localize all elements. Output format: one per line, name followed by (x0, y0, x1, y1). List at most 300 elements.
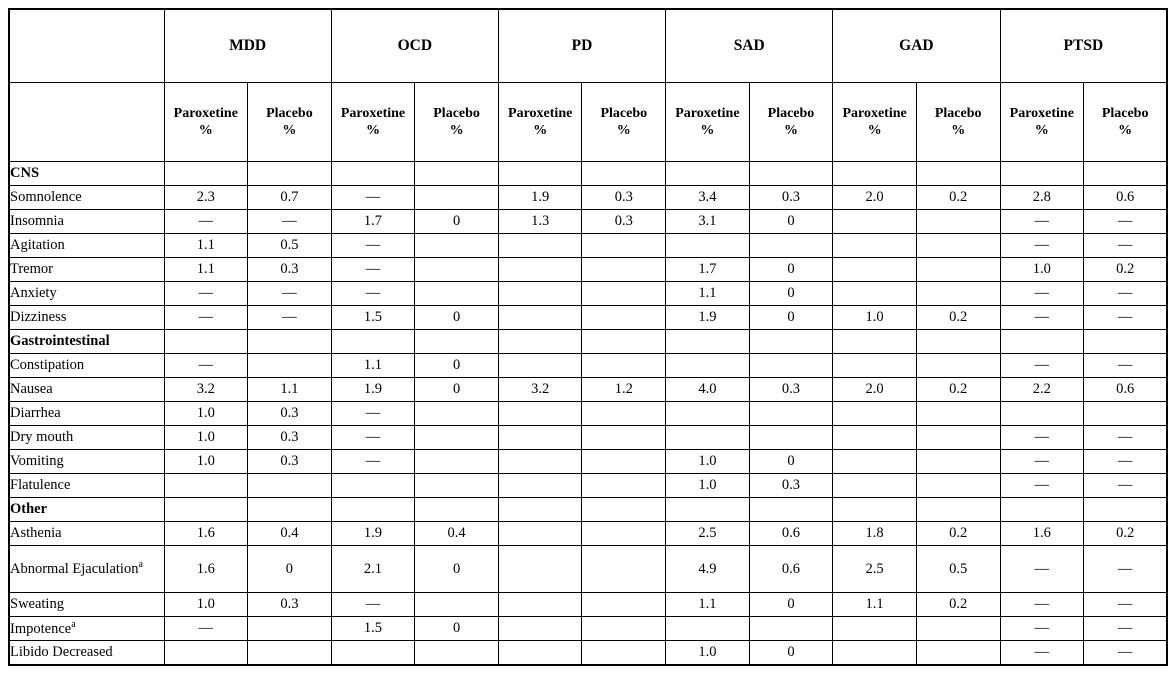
table-row (9, 186, 1167, 210)
value-cell: — (331, 402, 415, 426)
value-cell (916, 354, 1000, 378)
value-cell: 0.3 (248, 450, 332, 474)
value-cell (582, 402, 666, 426)
value-cell (916, 402, 1000, 426)
value-cell (164, 498, 248, 522)
value-cell: 0.2 (916, 593, 1000, 617)
value-cell: 0.2 (916, 306, 1000, 330)
event-label: Sweating (9, 593, 164, 617)
table-row (9, 617, 1167, 641)
value-cell: 3.4 (666, 186, 750, 210)
value-cell (916, 234, 1000, 258)
value-cell: 0 (749, 641, 833, 666)
value-cell (331, 474, 415, 498)
footnote-marker: a (138, 559, 143, 571)
value-cell: — (1000, 426, 1084, 450)
value-cell: — (1000, 617, 1084, 641)
value-cell (248, 617, 332, 641)
section-label: Gastrointestinal (9, 330, 164, 354)
value-cell (498, 258, 582, 282)
value-cell: 0.3 (248, 426, 332, 450)
value-cell: — (164, 282, 248, 306)
value-cell (582, 546, 666, 593)
table-row (9, 426, 1167, 450)
table-row (9, 450, 1167, 474)
value-cell (916, 450, 1000, 474)
group-header-ptsd: PTSD (1000, 9, 1167, 83)
value-cell: 1.6 (164, 522, 248, 546)
value-cell: — (331, 450, 415, 474)
value-cell (415, 498, 499, 522)
value-cell (498, 330, 582, 354)
value-cell: — (1000, 306, 1084, 330)
value-cell: 1.5 (331, 617, 415, 641)
value-cell (916, 498, 1000, 522)
value-cell: 1.0 (164, 402, 248, 426)
value-cell (1084, 162, 1168, 186)
value-cell: — (1084, 593, 1168, 617)
subheader-ptsd-paroxetine: Paroxetine % (1000, 83, 1084, 162)
value-cell (833, 450, 917, 474)
group-header-mdd: MDD (164, 9, 331, 83)
value-cell (498, 282, 582, 306)
value-cell (331, 641, 415, 666)
value-cell (833, 234, 917, 258)
value-cell (916, 474, 1000, 498)
value-cell: 3.1 (666, 210, 750, 234)
value-cell (498, 522, 582, 546)
table-row (9, 162, 1167, 186)
table-row (9, 546, 1167, 593)
value-cell: 2.0 (833, 378, 917, 402)
table-row (9, 641, 1167, 666)
event-label: Impotence$^a$ (9, 617, 164, 641)
value-cell (916, 258, 1000, 282)
value-cell (666, 498, 750, 522)
value-cell (666, 617, 750, 641)
value-cell: 0.3 (749, 186, 833, 210)
table-row (9, 282, 1167, 306)
value-cell (833, 498, 917, 522)
value-cell (415, 186, 499, 210)
value-cell: — (164, 306, 248, 330)
value-cell: — (1000, 593, 1084, 617)
value-cell (331, 498, 415, 522)
value-cell: 1.1 (164, 234, 248, 258)
value-cell: 0.7 (248, 186, 332, 210)
value-cell: 2.2 (1000, 378, 1084, 402)
value-cell: 0.3 (582, 186, 666, 210)
value-cell (415, 234, 499, 258)
value-cell (582, 354, 666, 378)
value-cell (666, 426, 750, 450)
value-cell (498, 593, 582, 617)
value-cell: 3.2 (498, 378, 582, 402)
value-cell (666, 330, 750, 354)
event-label: Flatulence (9, 474, 164, 498)
corner-cell (9, 9, 164, 83)
value-cell: — (331, 186, 415, 210)
value-cell (582, 258, 666, 282)
value-cell (916, 210, 1000, 234)
value-cell: — (1000, 210, 1084, 234)
value-cell: 0.5 (916, 546, 1000, 593)
value-cell (833, 617, 917, 641)
value-cell (415, 258, 499, 282)
value-cell: 1.0 (1000, 258, 1084, 282)
table-header (9, 9, 1167, 162)
value-cell: — (1084, 474, 1168, 498)
value-cell (498, 617, 582, 641)
value-cell: 0 (415, 546, 499, 593)
value-cell: 1.6 (1000, 522, 1084, 546)
event-label: Anxiety (9, 282, 164, 306)
value-cell: 1.0 (666, 450, 750, 474)
section-label: Other (9, 498, 164, 522)
value-cell (498, 641, 582, 666)
value-cell (415, 330, 499, 354)
value-cell (749, 498, 833, 522)
value-cell: — (331, 282, 415, 306)
value-cell (415, 426, 499, 450)
value-cell (749, 234, 833, 258)
value-cell: 1.7 (666, 258, 750, 282)
value-cell (833, 426, 917, 450)
value-cell: — (331, 593, 415, 617)
value-cell: 1.9 (331, 522, 415, 546)
value-cell (498, 498, 582, 522)
section-label: CNS (9, 162, 164, 186)
value-cell (582, 641, 666, 666)
subheader-ocd-placebo: Placebo % (415, 83, 499, 162)
value-cell: 2.0 (833, 186, 917, 210)
value-cell: — (1084, 641, 1168, 666)
value-cell (582, 593, 666, 617)
value-cell (833, 474, 917, 498)
value-cell: 0 (749, 210, 833, 234)
value-cell: 0.4 (415, 522, 499, 546)
table-row (9, 258, 1167, 282)
value-cell: 1.9 (666, 306, 750, 330)
value-cell: — (1084, 306, 1168, 330)
value-cell (666, 234, 750, 258)
group-header-gad: GAD (833, 9, 1000, 83)
value-cell: — (331, 426, 415, 450)
value-cell (749, 426, 833, 450)
value-cell: 1.2 (582, 378, 666, 402)
table-row (9, 402, 1167, 426)
event-label: Tremor (9, 258, 164, 282)
value-cell (582, 617, 666, 641)
value-cell: — (1084, 426, 1168, 450)
value-cell: 1.0 (833, 306, 917, 330)
value-cell (164, 641, 248, 666)
group-header-sad: SAD (666, 9, 833, 83)
value-cell: 0 (415, 306, 499, 330)
subheader-mdd-placebo: Placebo % (248, 83, 332, 162)
value-cell: — (164, 354, 248, 378)
value-cell: 0.6 (749, 546, 833, 593)
value-cell: 0.3 (749, 378, 833, 402)
table-row (9, 306, 1167, 330)
value-cell (498, 402, 582, 426)
value-cell: 2.8 (1000, 186, 1084, 210)
value-cell (1000, 402, 1084, 426)
subheader-row (9, 83, 1167, 162)
value-cell (666, 162, 750, 186)
value-cell (749, 402, 833, 426)
value-cell (498, 306, 582, 330)
value-cell: 1.5 (331, 306, 415, 330)
value-cell (833, 354, 917, 378)
event-label: Constipation (9, 354, 164, 378)
table-row (9, 474, 1167, 498)
value-cell (666, 402, 750, 426)
value-cell (498, 426, 582, 450)
value-cell: 4.9 (666, 546, 750, 593)
group-header-ocd: OCD (331, 9, 498, 83)
value-cell: 1.8 (833, 522, 917, 546)
group-header-row (9, 9, 1167, 83)
subheader-ptsd-placebo: Placebo % (1084, 83, 1168, 162)
value-cell: 0.6 (1084, 378, 1168, 402)
value-cell (916, 282, 1000, 306)
table-row (9, 378, 1167, 402)
subheader-gad-paroxetine: Paroxetine % (833, 83, 917, 162)
group-header-pd: PD (498, 9, 665, 83)
value-cell (498, 162, 582, 186)
value-cell: — (1000, 641, 1084, 666)
value-cell: 1.7 (331, 210, 415, 234)
value-cell: 2.5 (666, 522, 750, 546)
value-cell: 1.0 (164, 450, 248, 474)
value-cell: 0.5 (248, 234, 332, 258)
value-cell: — (1084, 282, 1168, 306)
table-row (9, 522, 1167, 546)
value-cell (248, 330, 332, 354)
value-cell: 0.3 (749, 474, 833, 498)
table-row (9, 210, 1167, 234)
value-cell (1000, 330, 1084, 354)
table-row (9, 330, 1167, 354)
value-cell (498, 546, 582, 593)
event-label: Vomiting (9, 450, 164, 474)
value-cell: 2.3 (164, 186, 248, 210)
value-cell (582, 474, 666, 498)
value-cell: — (248, 282, 332, 306)
event-label: Insomnia (9, 210, 164, 234)
value-cell: — (1084, 617, 1168, 641)
value-cell (415, 593, 499, 617)
value-cell (916, 617, 1000, 641)
value-cell (833, 162, 917, 186)
value-cell: — (164, 210, 248, 234)
table-row (9, 498, 1167, 522)
subheader-pd-paroxetine: Paroxetine % (498, 83, 582, 162)
value-cell (415, 641, 499, 666)
subheader-ocd-paroxetine: Paroxetine % (331, 83, 415, 162)
value-cell: 3.2 (164, 378, 248, 402)
value-cell: 0 (749, 282, 833, 306)
value-cell (916, 330, 1000, 354)
value-cell: 1.0 (164, 593, 248, 617)
value-cell: 0.2 (916, 186, 1000, 210)
value-cell (666, 354, 750, 378)
value-cell (582, 234, 666, 258)
value-cell (833, 258, 917, 282)
value-cell (916, 162, 1000, 186)
value-cell: — (1084, 546, 1168, 593)
value-cell: — (1000, 234, 1084, 258)
value-cell: 0.2 (1084, 522, 1168, 546)
value-cell (248, 498, 332, 522)
value-cell: 0 (415, 210, 499, 234)
value-cell: — (1000, 474, 1084, 498)
subheader-pd-placebo: Placebo % (582, 83, 666, 162)
value-cell (582, 450, 666, 474)
value-cell: — (1084, 354, 1168, 378)
value-cell: — (331, 258, 415, 282)
value-cell: 0.6 (749, 522, 833, 546)
value-cell (833, 641, 917, 666)
value-cell (833, 330, 917, 354)
footnote-marker: a (71, 619, 76, 631)
value-cell: 1.6 (164, 546, 248, 593)
value-cell: 0 (749, 306, 833, 330)
subheader-sad-placebo: Placebo % (749, 83, 833, 162)
value-cell: — (331, 234, 415, 258)
value-cell (331, 330, 415, 354)
value-cell: — (1000, 546, 1084, 593)
value-cell (833, 282, 917, 306)
value-cell (248, 641, 332, 666)
value-cell (1084, 330, 1168, 354)
value-cell (498, 234, 582, 258)
value-cell (916, 641, 1000, 666)
event-label: Asthenia (9, 522, 164, 546)
event-label: Somnolence (9, 186, 164, 210)
value-cell: 0 (415, 354, 499, 378)
subheader-sad-paroxetine: Paroxetine % (666, 83, 750, 162)
value-cell: 0 (749, 258, 833, 282)
value-cell: 1.9 (498, 186, 582, 210)
value-cell: 0.6 (1084, 186, 1168, 210)
value-cell (248, 162, 332, 186)
value-cell (498, 450, 582, 474)
value-cell: 0.3 (248, 402, 332, 426)
value-cell (749, 162, 833, 186)
value-cell: 1.1 (164, 258, 248, 282)
subheader-mdd-paroxetine: Paroxetine % (164, 83, 248, 162)
value-cell: 0 (415, 617, 499, 641)
value-cell: 1.1 (666, 282, 750, 306)
value-cell (749, 354, 833, 378)
value-cell (415, 162, 499, 186)
value-cell (415, 450, 499, 474)
value-cell (248, 354, 332, 378)
value-cell: — (1000, 354, 1084, 378)
value-cell (498, 474, 582, 498)
value-cell: 1.0 (164, 426, 248, 450)
value-cell: 2.1 (331, 546, 415, 593)
event-label: Diarrhea (9, 402, 164, 426)
value-cell: 1.1 (833, 593, 917, 617)
value-cell (1084, 402, 1168, 426)
value-cell: 0.2 (916, 522, 1000, 546)
value-cell (415, 474, 499, 498)
value-cell: — (1084, 450, 1168, 474)
value-cell (1000, 162, 1084, 186)
table-row (9, 354, 1167, 378)
value-cell: 1.3 (498, 210, 582, 234)
value-cell (582, 162, 666, 186)
value-cell: 0 (415, 378, 499, 402)
value-cell (1084, 498, 1168, 522)
value-cell (582, 330, 666, 354)
value-cell: — (248, 306, 332, 330)
value-cell (164, 330, 248, 354)
value-cell: 1.1 (666, 593, 750, 617)
subheader-gad-placebo: Placebo % (916, 83, 1000, 162)
value-cell (916, 426, 1000, 450)
value-cell: — (164, 617, 248, 641)
value-cell (1000, 498, 1084, 522)
event-label: Dizziness (9, 306, 164, 330)
value-cell: — (1000, 450, 1084, 474)
value-cell (582, 282, 666, 306)
value-cell: 1.9 (331, 378, 415, 402)
value-cell (498, 354, 582, 378)
value-cell: 2.5 (833, 546, 917, 593)
value-cell: 1.0 (666, 641, 750, 666)
adverse-events-table (8, 8, 1168, 666)
value-cell (749, 617, 833, 641)
value-cell: 0.3 (248, 258, 332, 282)
event-label: Agitation (9, 234, 164, 258)
value-cell: 4.0 (666, 378, 750, 402)
value-cell (833, 210, 917, 234)
table-body (9, 162, 1167, 666)
value-cell: — (1084, 210, 1168, 234)
value-cell: 1.1 (248, 378, 332, 402)
value-cell (582, 498, 666, 522)
value-cell (582, 306, 666, 330)
value-cell: — (248, 210, 332, 234)
value-cell (582, 426, 666, 450)
value-cell (415, 402, 499, 426)
value-cell: 0.2 (916, 378, 1000, 402)
value-cell: 0 (248, 546, 332, 593)
table-row (9, 593, 1167, 617)
table-row (9, 234, 1167, 258)
value-cell: 0.3 (582, 210, 666, 234)
event-label: Abnormal Ejaculation$^a$ (9, 546, 164, 593)
value-cell: 1.0 (666, 474, 750, 498)
value-cell: — (1084, 234, 1168, 258)
value-cell (833, 402, 917, 426)
value-cell: — (1000, 282, 1084, 306)
value-cell: 1.1 (331, 354, 415, 378)
event-label: Nausea (9, 378, 164, 402)
value-cell (582, 522, 666, 546)
event-label: Dry mouth (9, 426, 164, 450)
value-cell (248, 474, 332, 498)
value-cell: 0.2 (1084, 258, 1168, 282)
value-cell (749, 330, 833, 354)
value-cell: 0.4 (248, 522, 332, 546)
value-cell: 0 (749, 450, 833, 474)
value-cell (415, 282, 499, 306)
